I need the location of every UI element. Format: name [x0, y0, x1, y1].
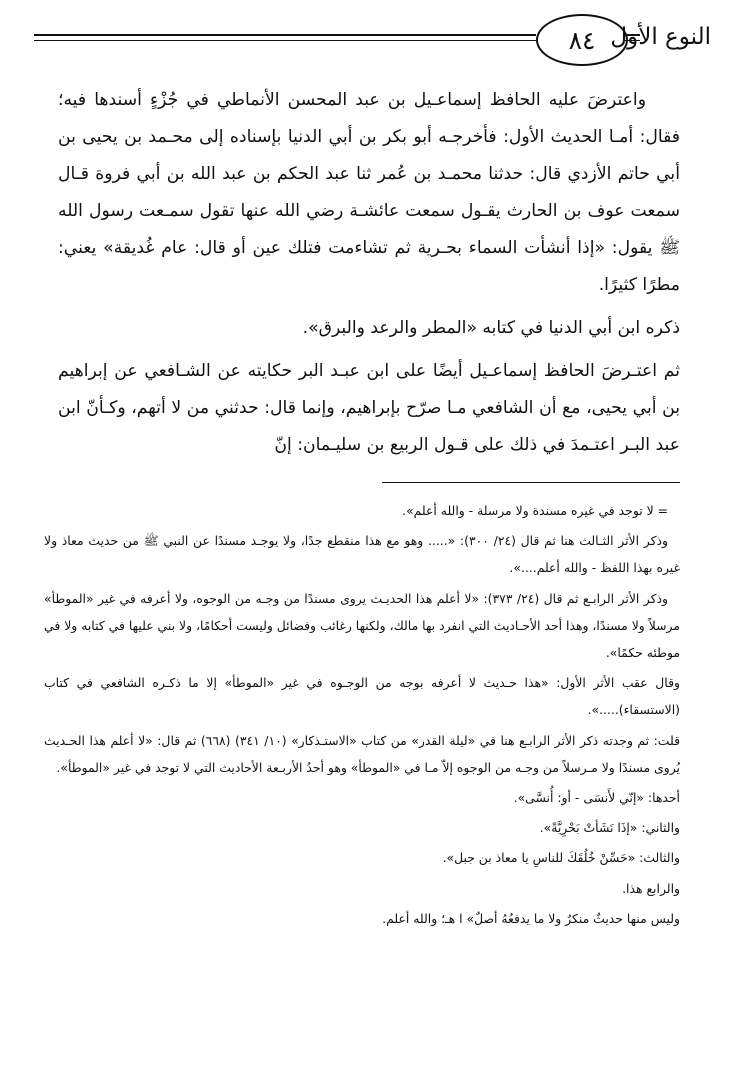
- header-rule-left-bottom: [34, 40, 536, 41]
- main-paragraph: ذكره ابن أبي الدنيا في كتابه «المطر والرعد والبرق».: [302, 318, 680, 338]
- footnote-line: والثاني: «إذَا نَشَأتْ بَحْرِيَّةً».: [539, 820, 680, 836]
- footnote-line: قلت: ثم وجدته ذكر الأثر الرابـع هنا في «ليلة القدر» من كتاب «الاستـذكار» (١٠/ ٣٤١) (٦٦٨) ثم قال: «لا أعلم هذا الحـديث يُروى مسندًا ولا مـرسلاً من وجـه من الوجوه إلاّ مـا في «الموطأ» وهو أحدُ الأربـعة الأحاديث التي لا توجد في غير «الموطأ».: [44, 732, 680, 775]
- footnote-line: وليس منها حديثٌ منكرٌ ولا ما يدفعُهُ أصلٌ» ا هـ؛ والله أعلم.: [382, 910, 680, 926]
- footnote-line: وقال عقب الأثر الأول: «هذا حـديث لا أعرفه بوجه من الوجـوه في غير «الموطأ» إلا ما ذكـره الشافعي في كتاب (الاستسقاء).....».: [44, 675, 680, 718]
- footnote-line: = لا توجد في غيره مسندة ولا مرسلة - والله أعلم».: [402, 503, 668, 518]
- main-text: [58, 82, 680, 464]
- footnote-line: والثالث: «حَسِّنْ خُلُقَكَ للناسِ يا معاذ بن جبل».: [442, 850, 680, 866]
- footnote-line: أحدها: «إنّي لأَنسَى - أو: أُنسَّى».: [513, 790, 680, 806]
- footnote-line: وذكر الأثر الثـالث هنا ثم قال (٢٤/ ٣٠٠): «..... وهو مع هذا منقطع جدًا، ولا يوجـد مسندًا عن النبي ﷺ من حديث معاذ ولا غيره بهذا اللفظ - والله أعلم....».: [44, 533, 680, 576]
- main-paragraph: ثم اعتـرضَ الحافظ إسماعـيل أيضًا على ابن عبـد البر حكايته عن الشـافعي عن إبراهيم بن أبي يحيى، مع أن الشافعي مـا صرّح بإبراهيم، وإنما قال: حدثني من لا أتهم، وكـأنّ ابن عبد البـر اعتـمدَ في ذلك على قـول الربيع بن سليـمان: إنّ: [58, 361, 680, 455]
- footnote-divider: [382, 482, 680, 483]
- footnotes: [44, 497, 680, 932]
- footnote-line: والرابع هذا.: [622, 880, 680, 896]
- chapter-title: النوع الأول: [610, 24, 711, 50]
- page-header: [0, 0, 733, 80]
- header-rule-left-top: [34, 34, 536, 36]
- page-number: ٨٤: [536, 14, 628, 66]
- footnote-line: وذكر الأثر الرابـع ثم قال (٢٤/ ٣٧٣): «لا أعلم هذا الحديـث يروى مسندًا من وجـه من الوجوه، ولا أعرفه في غير «الموطأ» مرسلاً ولا مسندًا، وهذا أحد الأحـاديث التي انفرد بها مالك، ولكنها رغائب وفضائل وليست أحكامًا، ولا بني عليها في كتابه ولا في موطئه حكمًا».: [44, 590, 680, 661]
- main-paragraph: واعترضَ عليه الحافظ إسماعـيل بن عبد المحسن الأنماطي في جُزْءٍ أسندها فيه؛ فقال: أمـا الحديث الأول: فأخرجـه أبو بكر بن أبي الدنيا بإسناده إلى محـمد بن يحيى بن أبي حاتم الأزدي قال: حدثنا محمـد بن عُمر ثنا عبد الحكم بن عبد الله بن أبي فروة قـال سمعت عوف بن الحارث يقـول سمعت عائشـة رضي الله عنها تقول سمـعت رسول الله ﷺ يقول: «إذا أنشأت السماء بحـرية ثم تشاءمت فتلك عين أو قال: عام غُديقة» يعني: مطرًا كثيرًا.: [58, 90, 680, 295]
